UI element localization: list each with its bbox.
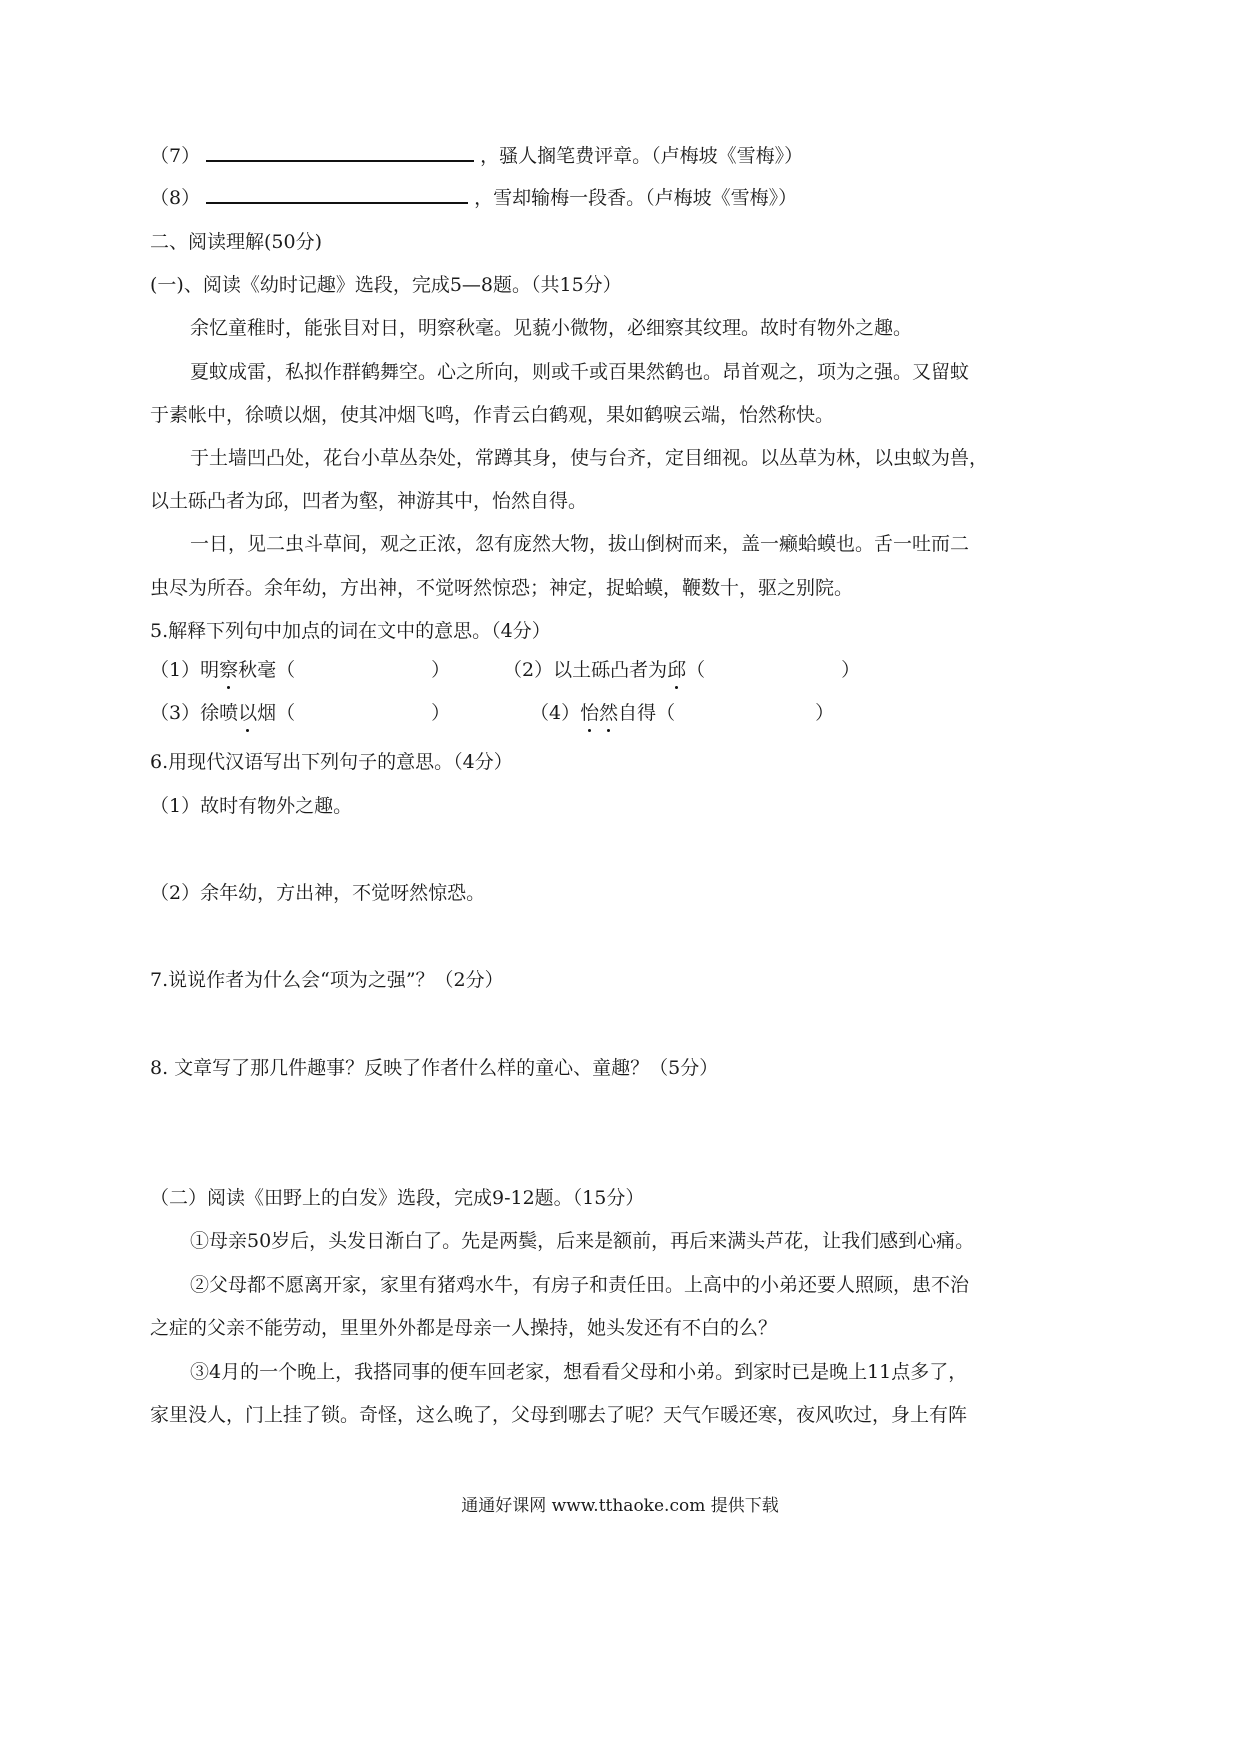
- dotted-word: 以: [238, 702, 258, 724]
- question-number: （7）: [150, 145, 201, 167]
- passage-line: 夏蚊成雷，私拟作群鹤舞空。心之所向，则或千或百果然鹤也。昂首观之，项为之强。又留蚊: [190, 361, 970, 383]
- passage-line: 于素帐中，徐喷以烟，使其冲烟飞鸣，作青云白鹤观，果如鹤唳云端，怡然称快。: [150, 404, 835, 426]
- answer-blank[interactable]: [206, 201, 468, 204]
- question-8: 8. 文章写了那几件趣事？反映了作者什么样的童心、童趣？（5分）: [150, 1057, 719, 1079]
- q5-item-1: [150, 661, 450, 680]
- section-title: 二、阅读理解(50分): [150, 231, 323, 253]
- item-close: ）: [431, 702, 451, 724]
- item-text: 以土砾凸者为: [553, 659, 668, 681]
- item-text: 烟（: [257, 702, 296, 724]
- item-number: （1）: [150, 659, 201, 681]
- item-number: （3）: [150, 702, 201, 724]
- question-number: （8）: [150, 187, 201, 209]
- passage-line: 于土墙凹凸处，花台小草丛杂处，常蹲其身，使与台齐，定目细视。以丛草为林，以虫蚁为兽，: [190, 447, 989, 469]
- q6-item-1: （1）故时有物外之趣。: [150, 795, 353, 817]
- question-7: 7.说说作者为什么会“项为之强”？（2分）: [150, 969, 504, 991]
- passage-line: 之症的父亲不能劳动，里里外外都是母亲一人操持，她头发还有不白的么？: [150, 1317, 778, 1339]
- item-text: 自得（: [618, 702, 676, 724]
- item-text: 徐喷: [200, 702, 239, 724]
- question-text: ，雪却输梅一段香。（卢梅坡《雪梅》）: [474, 187, 798, 209]
- passage-line: ②父母都不愿离开家，家里有猪鸡水牛，有房子和责任田。上高中的小弟还要人照顾，患不治: [190, 1274, 970, 1296]
- item-text: 明: [200, 659, 220, 681]
- passage-line: 以土砾凸者为邱，凹者为壑，神游其中，怡然自得。: [150, 490, 588, 512]
- question-6-title: 6.用现代汉语写出下列句子的意思。（4分）: [150, 751, 513, 773]
- passage-line: ③4月的一个晚上，我搭同事的便车回老家，想看看父母和小弟。到家时已是晚上11点多了，: [190, 1361, 968, 1383]
- q6-item-2: （2）余年幼，方出神，不觉呀然惊恐。: [150, 882, 486, 904]
- passage-line: ①母亲50岁后，头发日渐白了。先是两鬓，后来是额前，再后来满头芦花，让我们感到心痛。: [190, 1230, 975, 1252]
- part1-title: (一)、阅读《幼时记趣》选段，完成5—8题。（共15分）: [150, 274, 622, 296]
- q5-item-2: [503, 661, 860, 680]
- q5-item-3: [150, 704, 450, 723]
- dotted-word: 邱: [667, 659, 687, 681]
- item-text: （: [686, 659, 706, 681]
- dotted-word: 察: [219, 659, 239, 681]
- question-text: ，骚人搁笔费评章。（卢梅坡《雪梅》）: [480, 145, 804, 167]
- fill-in-question-8: [150, 189, 797, 208]
- q5-item-4: [530, 704, 834, 723]
- dotted-word: 怡: [580, 702, 600, 724]
- passage-line: 余忆童稚时，能张目对日，明察秋毫。见藐小微物，必细察其纹理。故时有物外之趣。: [190, 317, 913, 339]
- item-close: ）: [841, 659, 861, 681]
- item-close: ）: [431, 659, 451, 681]
- answer-blank[interactable]: [206, 159, 474, 162]
- item-close: ）: [815, 702, 835, 724]
- question-5-title: 5.解释下列句中加点的词在文中的意思。（4分）: [150, 620, 551, 642]
- fill-in-question-7: [150, 147, 803, 166]
- passage-line: 虫尽为所吞。余年幼，方出神，不觉呀然惊恐；神定，捉蛤蟆，鞭数十，驱之别院。: [150, 577, 854, 599]
- part2-title: （二）阅读《田野上的白发》选段，完成9-12题。（15分）: [150, 1187, 645, 1209]
- page-footer: 通通好课网 www.tthaoke.com 提供下载: [461, 1496, 779, 1516]
- dotted-word: 然: [599, 702, 619, 724]
- passage-line: 一日，见二虫斗草间，观之正浓，忽有庞然大物，拔山倒树而来，盖一癞蛤蟆也。舌一吐而二: [190, 533, 970, 555]
- item-text: 秋毫（: [238, 659, 296, 681]
- item-number: （4）: [530, 702, 581, 724]
- item-number: （2）: [503, 659, 554, 681]
- passage-line: 家里没人，门上挂了锁。奇怪，这么晚了，父母到哪去了呢？天气乍暖还寒，夜风吹过，身上有阵: [150, 1404, 968, 1426]
